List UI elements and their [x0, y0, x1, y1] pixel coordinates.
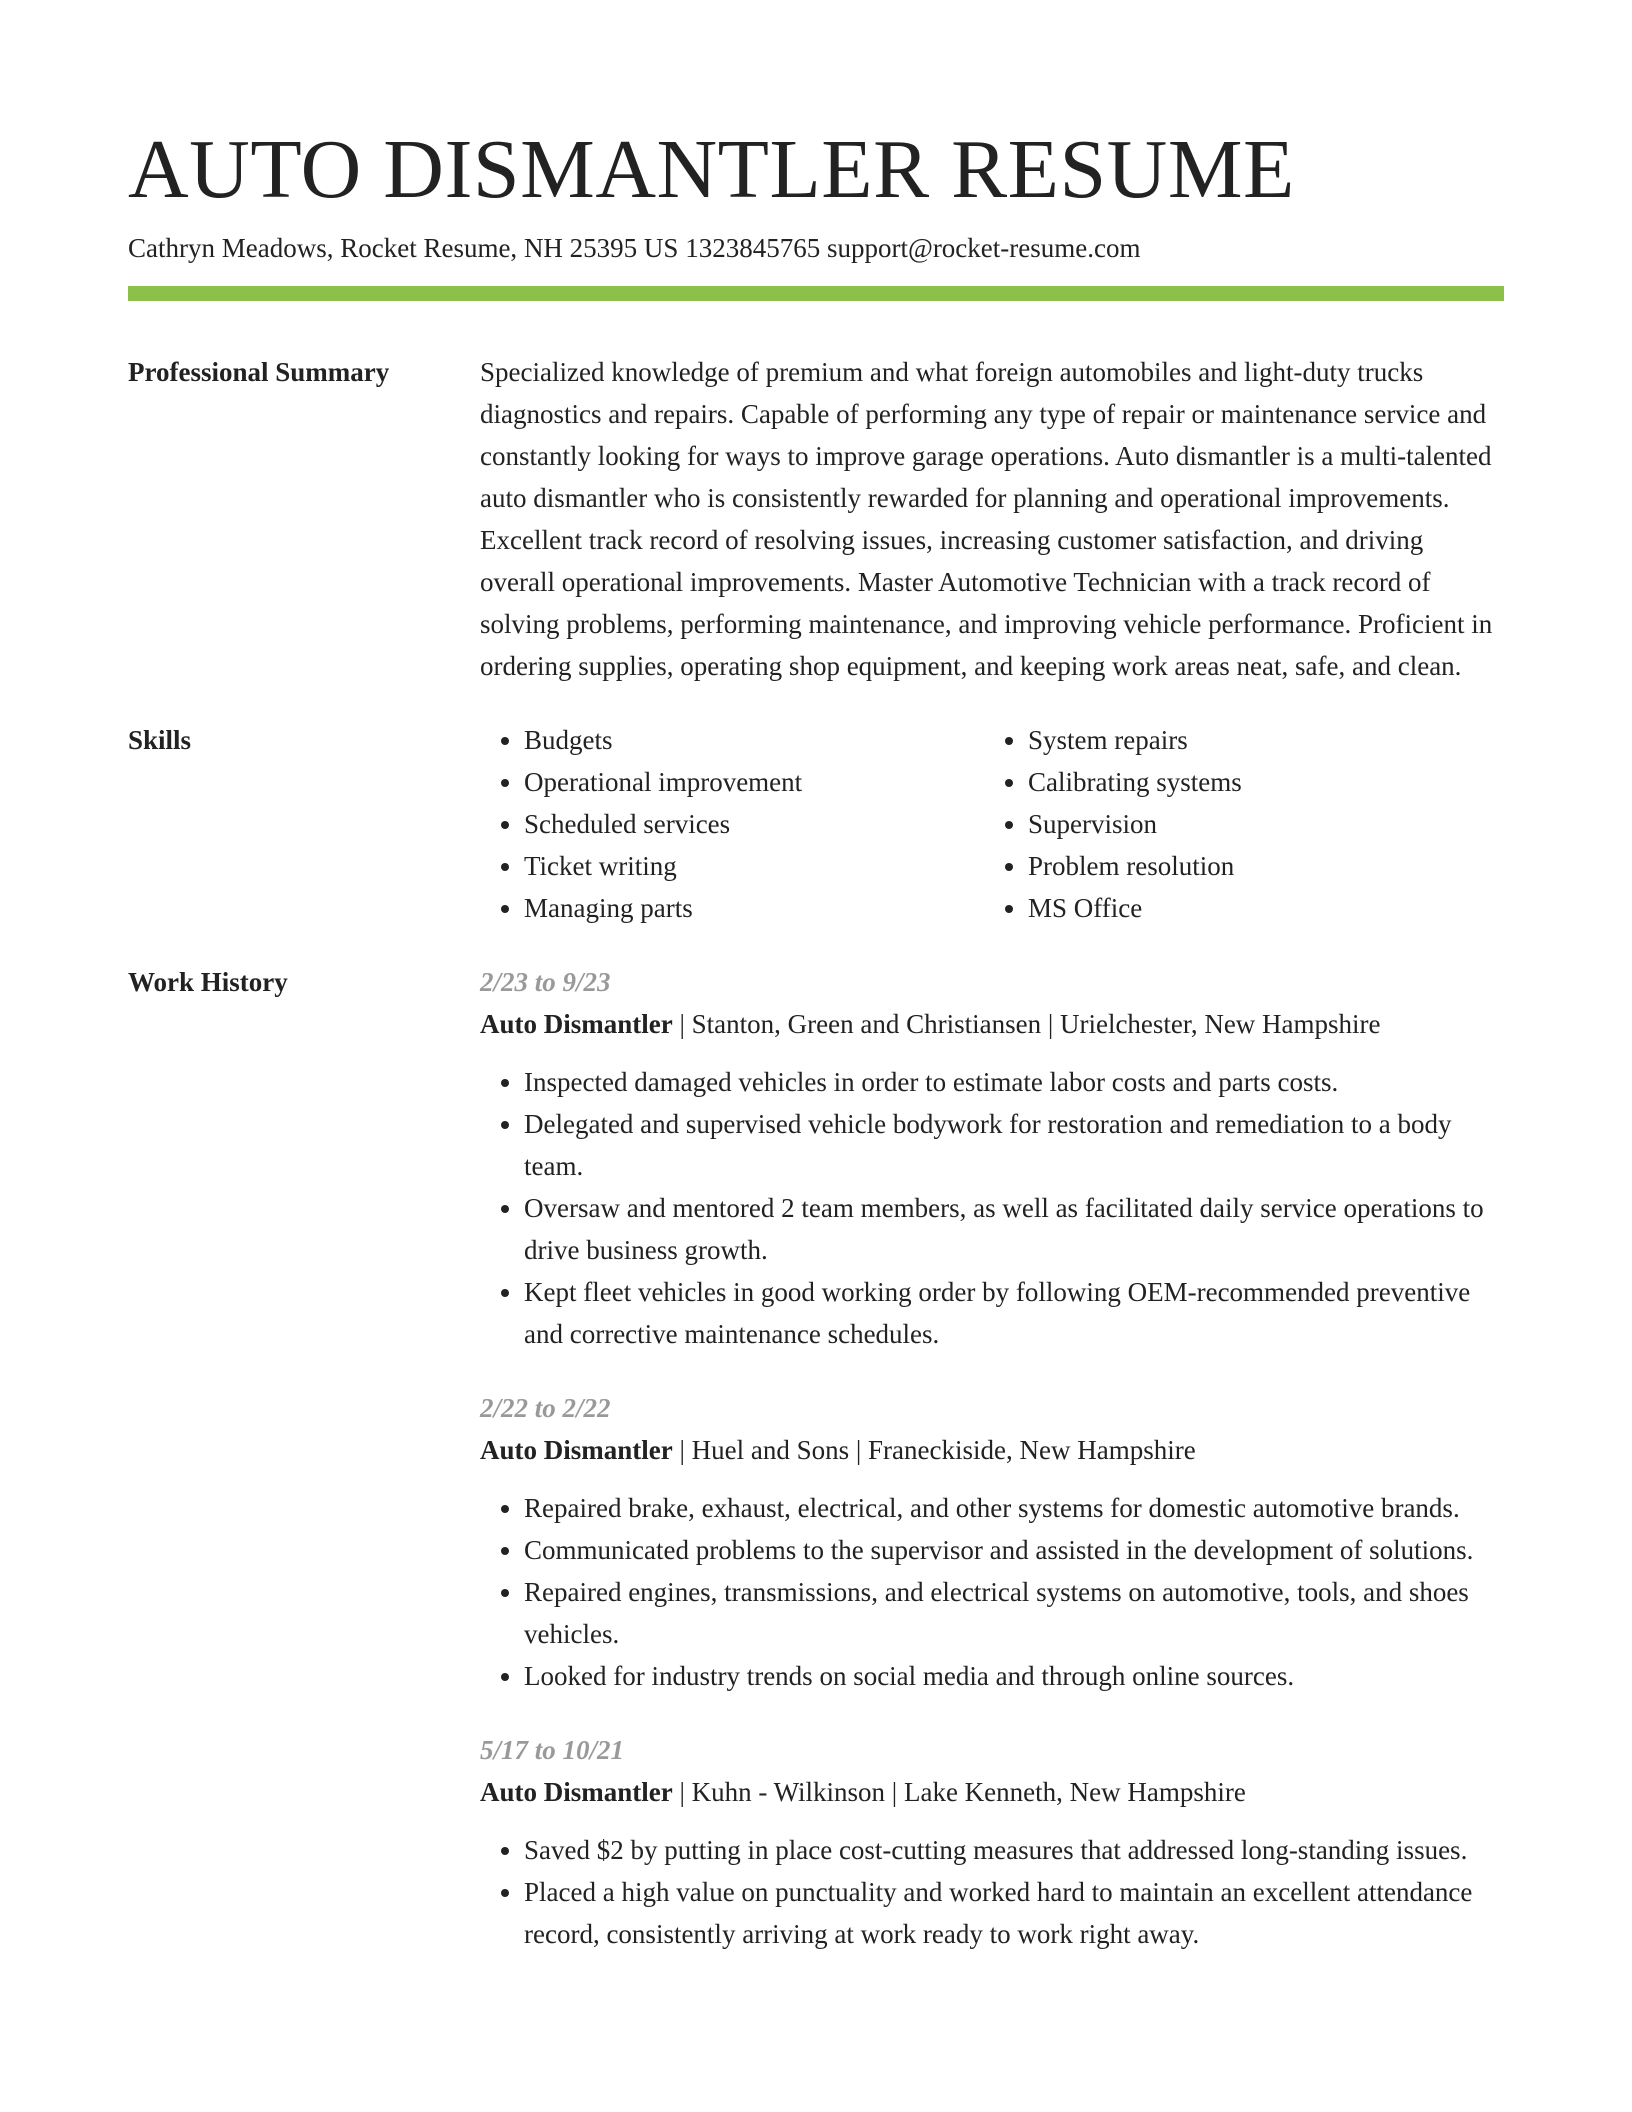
job-bullet-list: [480, 1487, 1504, 1697]
skill-item: • Operational improvement: [524, 761, 984, 803]
summary-body: [480, 351, 1504, 687]
job-title-line: [480, 1429, 1504, 1471]
contact-location: NH 25395 US: [523, 233, 679, 263]
header-divider: [128, 286, 1504, 301]
job-title: Auto Dismantler: [480, 1777, 673, 1807]
job-bullet: • Looked for industry trends on social media and through online sources.: [524, 1655, 1504, 1697]
contact-line: [128, 230, 1504, 266]
summary-text: Specialized knowledge of premium and what foreign automobiles and light-duty trucks diagnostics and repairs. Capable of performing any type of repair or maintenance service and constantly looking for ways to improve garage operations. Auto dismantler is a multi-talented auto dismantler who is consistently rewarded for planning and operational improvements. Excellent track record of resolving issues, increasing customer satisfaction, and driving overall operational improvements. Master Automotive Technician with a track record of solving problems, performing maintenance, and improving vehicle performance. Proficient in ordering supplies, operating shop equipment, and keeping work areas neat, safe, and clean.: [480, 357, 1493, 681]
job-employer-location: | Kuhn - Wilkinson | Lake Kenneth, New Hampshire: [672, 1777, 1246, 1807]
contact-company: Rocket Resume,: [340, 233, 518, 263]
job-bullet-list: [480, 1061, 1504, 1355]
section-label-summary: Professional Summary: [128, 357, 390, 387]
skills-grid: [480, 719, 1504, 929]
page-title: AUTO DISMANTLER RESUME: [128, 123, 1295, 216]
skills-list-left: [480, 719, 984, 929]
job-bullet: • Repaired brake, exhaust, electrical, and other systems for domestic automotive brands.: [524, 1487, 1504, 1529]
skill-item: • System repairs: [1028, 719, 1488, 761]
job-bullet-list: [480, 1829, 1504, 1955]
job-bullet: • Oversaw and mentored 2 team members, as well as facilitated daily service operations to drive business growth.: [524, 1187, 1504, 1271]
work-history-section: [128, 961, 1504, 1955]
job-bullet: • Delegated and supervised vehicle bodywork for restoration and remediation to a body team.: [524, 1103, 1504, 1187]
skills-body: [480, 719, 1504, 929]
job-title-line: [480, 1771, 1504, 1813]
skill-item: • Budgets: [524, 719, 984, 761]
contact-email: support@rocket-resume.com: [826, 233, 1141, 263]
skills-section: [128, 719, 1504, 929]
job-entry: [480, 1729, 1504, 1955]
job-dates: 5/17 to 10/21: [480, 1735, 625, 1765]
job-entry: [480, 961, 1504, 1355]
skill-item: • Calibrating systems: [1028, 761, 1488, 803]
skill-item: • Managing parts: [524, 887, 984, 929]
job-bullet: • Kept fleet vehicles in good working order by following OEM-recommended preventive and corrective maintenance schedules.: [524, 1271, 1504, 1355]
job-title-line: [480, 1003, 1504, 1045]
contact-phone: 1323845765: [685, 233, 821, 263]
job-entry: [480, 1387, 1504, 1697]
resume-page: [128, 120, 1504, 1955]
job-employer-location: | Huel and Sons | Franeckiside, New Hampshire: [672, 1435, 1196, 1465]
section-label-skills: Skills: [128, 725, 192, 755]
job-bullet: • Saved $2 by putting in place cost-cutting measures that addressed long-standing issues.: [524, 1829, 1504, 1871]
contact-name: Cathryn Meadows,: [128, 233, 334, 263]
skill-item: • Ticket writing: [524, 845, 984, 887]
job-bullet: • Communicated problems to the supervisor and assisted in the development of solutions.: [524, 1529, 1504, 1571]
professional-summary-section: [128, 351, 1504, 687]
skill-item: • MS Office: [1028, 887, 1488, 929]
job-dates: 2/22 to 2/22: [480, 1393, 611, 1423]
skill-item: • Supervision: [1028, 803, 1488, 845]
skill-item: • Problem resolution: [1028, 845, 1488, 887]
job-title: Auto Dismantler: [480, 1009, 673, 1039]
resume-header: [128, 120, 1504, 301]
job-bullet: • Inspected damaged vehicles in order to estimate labor costs and parts costs.: [524, 1061, 1504, 1103]
skill-item: • Scheduled services: [524, 803, 984, 845]
work-history-body: [480, 961, 1504, 1955]
job-title: Auto Dismantler: [480, 1435, 673, 1465]
job-bullet: • Repaired engines, transmissions, and electrical systems on automotive, tools, and shoes vehicles.: [524, 1571, 1504, 1655]
job-dates: 2/23 to 9/23: [480, 967, 611, 997]
job-employer-location: | Stanton, Green and Christiansen | Urielchester, New Hampshire: [672, 1009, 1381, 1039]
skills-list-right: [984, 719, 1488, 929]
section-label-work-history: Work History: [128, 967, 288, 997]
job-bullet: • Placed a high value on punctuality and worked hard to maintain an excellent attendance record, consistently arriving at work ready to work right away.: [524, 1871, 1504, 1955]
